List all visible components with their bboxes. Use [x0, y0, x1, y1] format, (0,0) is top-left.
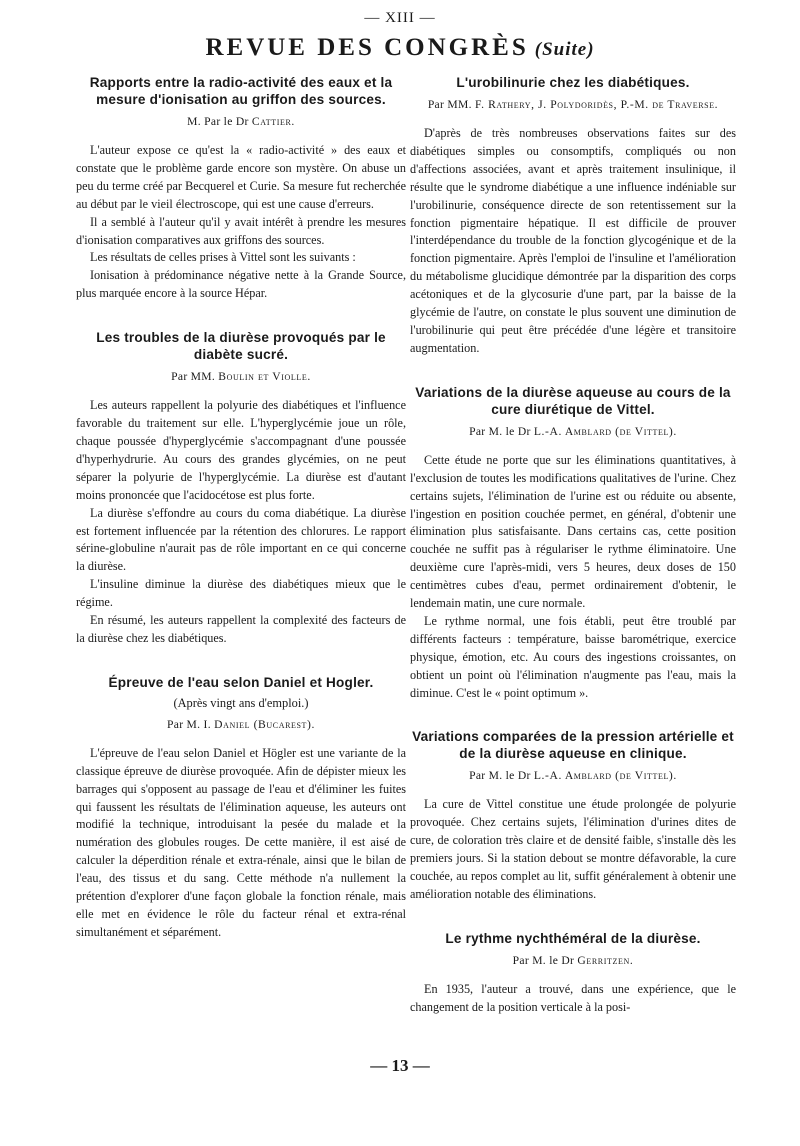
article	[410, 930, 736, 1017]
article	[410, 728, 736, 903]
article-paragraph: Il a semblé à l'auteur qu'il y avait intérêt à prendre les mesures d'ionisation comparatives aux griffons des sources.	[76, 214, 406, 247]
article	[76, 674, 406, 942]
article-paragraph: En résumé, les auteurs rappellent la complexité des facteurs de la diurèse chez les diabétiques.	[76, 613, 406, 645]
article	[76, 74, 406, 303]
article-byline	[410, 768, 736, 784]
article-byline	[76, 114, 406, 130]
article-title: Variations de la diurèse aqueuse au cours de la cure diurétique de Vittel.	[415, 384, 731, 417]
article-paragraph: La cure de Vittel constitue une étude prolongée de polyurie provoquée. Chez certains sujets, l'élimination d'urines dites de cure, de coloration très claire et de densité faible, s'installe dès les premiers jours. Si la station debout se montre défavorable, la cure couchée, au repos complet au lit, suffit généralement à obtenir une amélioration notable des éliminations.	[410, 797, 736, 901]
article-paragraph: Cette étude ne porte que sur les éliminations quantitatives, à l'exclusion de toutes les modifications qualitatives de l'urine. Chez certains sujets, l'élimination de l'urine est ou réduite ou absente, l'ingestion en position couchée permet, en général, d'obtenir une élimination plus satisfaisante. Dans certains cas, cette position couchée ne suffit pas à régulariser le rythme éliminatoire. Une deuxième cure l'après-midi, vers 5 heures, deux doses de 150 centimètres cubes d'eau, permet ordinairement d'obtenir, le lendemain matin, une cure normale.	[410, 452, 736, 611]
byline-authors: F. Rathery, J. Polydoridès, P.-M. de Traverse.	[474, 98, 719, 111]
article-paragraph: Le rythme normal, une fois établi, peut être troublé par différents facteurs : température, baisse barométrique, exercice physique, émotion, etc. Au cours des ingestions croissantes, on obtient un point où l'élimination n'augmente pas l'eau, mais la diminue. C'est le « point optimum ».	[410, 613, 736, 700]
article-title: Rapports entre la radio-activité des eaux et la mesure d'ionisation au griffon des sources.	[89, 75, 393, 107]
byline-prefix: M. Par le Dr	[187, 115, 249, 128]
article-byline	[76, 717, 406, 733]
byline-authors: Cattier.	[251, 115, 295, 128]
article-title: Les troubles de la diurèse provoqués par le diabète sucré.	[96, 330, 386, 363]
article	[410, 74, 736, 358]
article-byline	[76, 369, 406, 385]
byline-authors: Daniel (Bucarest).	[214, 717, 315, 731]
article-paragraph: L'insuline diminue la diurèse des diabétiques mieux que le régime.	[76, 577, 406, 610]
byline-prefix: Par M. le Dr	[469, 769, 531, 783]
article-paragraph: L'auteur expose ce qu'est la « radio-activité » des eaux et constate que le problème garde encore son mystère. On abuse un peu du terme créé par Becquerel et Curie. Sa mesure fut recherchée au début par le vieil électroscope, qui est une cause d'erreurs.	[76, 143, 406, 211]
page-title-suffix: (Suite)	[534, 39, 595, 60]
byline-authors: Boulin et Violle.	[218, 370, 311, 384]
byline-prefix: Par M. le Dr	[512, 953, 575, 967]
article-paragraph: Les résultats de celles prises à Vittel sont les suivants :	[90, 250, 356, 265]
article-paragraph: D'après de très nombreuses observations faites sur des diabétiques simples ou consomptifs, compliqués ou non d'affections associées, avant et après traitement insulinique, il résulte que le syndrome diabétique a une influence indéniable sur l'urobilinurie, conséquence directe de son retentissement sur la fonction pigmentaire hépatique. Il est difficile de prouver l'interdépendance du trouble de la fonction glycogénique et de la fonction pigmentaire. Après l'emploi de l'insuline et l'amélioration du métabolisme glucidique démontrée par la disparition des corps acétoniques et de la glycosurie d'une part, par la baisse de la glycémie de l'autre, on constate le plus souvent une diminution de l'urobilinurie qui peut être précédée d'une légère et transitoire augmentation.	[410, 126, 736, 355]
article-title: L'urobilinurie chez les diabétiques.	[456, 75, 690, 90]
article-paragraph: La diurèse s'effondre au cours du coma diabétique. La diurèse est fortement influencée par la rétention des chlorures. Le rapport sérine-globuline n'aurait pas de rôle important en ce qui concerne la diurèse.	[76, 505, 406, 574]
byline-prefix: Par MM.	[427, 98, 472, 111]
byline-authors: L.-A. Amblard (de Vittel).	[533, 769, 677, 783]
byline-prefix: Par MM.	[171, 370, 216, 384]
byline-prefix: Par M. le Dr	[469, 424, 531, 438]
article-byline	[410, 424, 736, 440]
article-paragraph: L'épreuve de l'eau selon Daniel et Högler est une variante de la classique épreuve de diurèse provoquée. Afin de dépister mieux les barrages qui s'opposent au passage de l'eau et d'éliminer les fuites qui faussent les résultats de l'élimination aqueuse, les auteurs ont modifié la technique, introduisant la pesée du malade et la numération des globules rouges. De cette manière, il est aisé de calculer la déperdition rénale et extra-rénale, ainsi que le bilan de l'eau, des tissus et du sang. Cette méthode n'a nullement la prétention d'explorer d'une façon globale la fonction rénale, mais elle met en évidence le rôle du facteur rénal et extra-rénal simultanément et séparément.	[76, 745, 406, 939]
page-title	[0, 34, 800, 62]
article-title: Épreuve de l'eau selon Daniel et Hogler.	[108, 674, 374, 690]
article-paragraph: En 1935, l'auteur a trouvé, dans une expérience, que le changement de la position verticale à la posi-	[410, 981, 736, 1014]
page-title-text: REVUE DES CONGRÈS	[205, 34, 529, 61]
article-paragraph: Ionisation à prédominance négative nette à la Grande Source, plus marquée encore à la source Hépar.	[76, 268, 406, 301]
article-title: Le rythme nychthéméral de la diurèse.	[445, 930, 701, 946]
article-byline	[410, 953, 736, 969]
article-title: Variations comparées de la pression artérielle et de la diurèse aqueuse en clinique.	[412, 729, 734, 762]
article	[76, 329, 406, 648]
byline-prefix: Par M. I.	[167, 717, 211, 731]
right-column	[410, 74, 736, 1043]
roman-page-number: — XIII —	[364, 10, 436, 26]
article-byline	[410, 97, 736, 113]
left-column	[76, 74, 406, 968]
article-paragraph: Les auteurs rappellent la polyurie des diabétiques et l'influence favorable du traitement sur elle. L'hyperglycémie joue un rôle, chaque poussée d'hyperglycémie s'accompagnant d'une poussée d'hyperhydrurie. Au cours des grandes glycémies, on ne peut séparer la polyurie de l'hyperglycémie. La diurèse est d'autant moins prononcée que l'acidocétose est plus forte.	[76, 398, 406, 502]
page-folio: — 13 —	[370, 1056, 430, 1075]
byline-authors: L.-A. Amblard (de Vittel).	[533, 424, 677, 438]
article	[410, 384, 736, 703]
byline-authors: Gerritzen.	[577, 953, 634, 967]
article-subtitle: (Après vingt ans d'emploi.)	[173, 695, 309, 710]
